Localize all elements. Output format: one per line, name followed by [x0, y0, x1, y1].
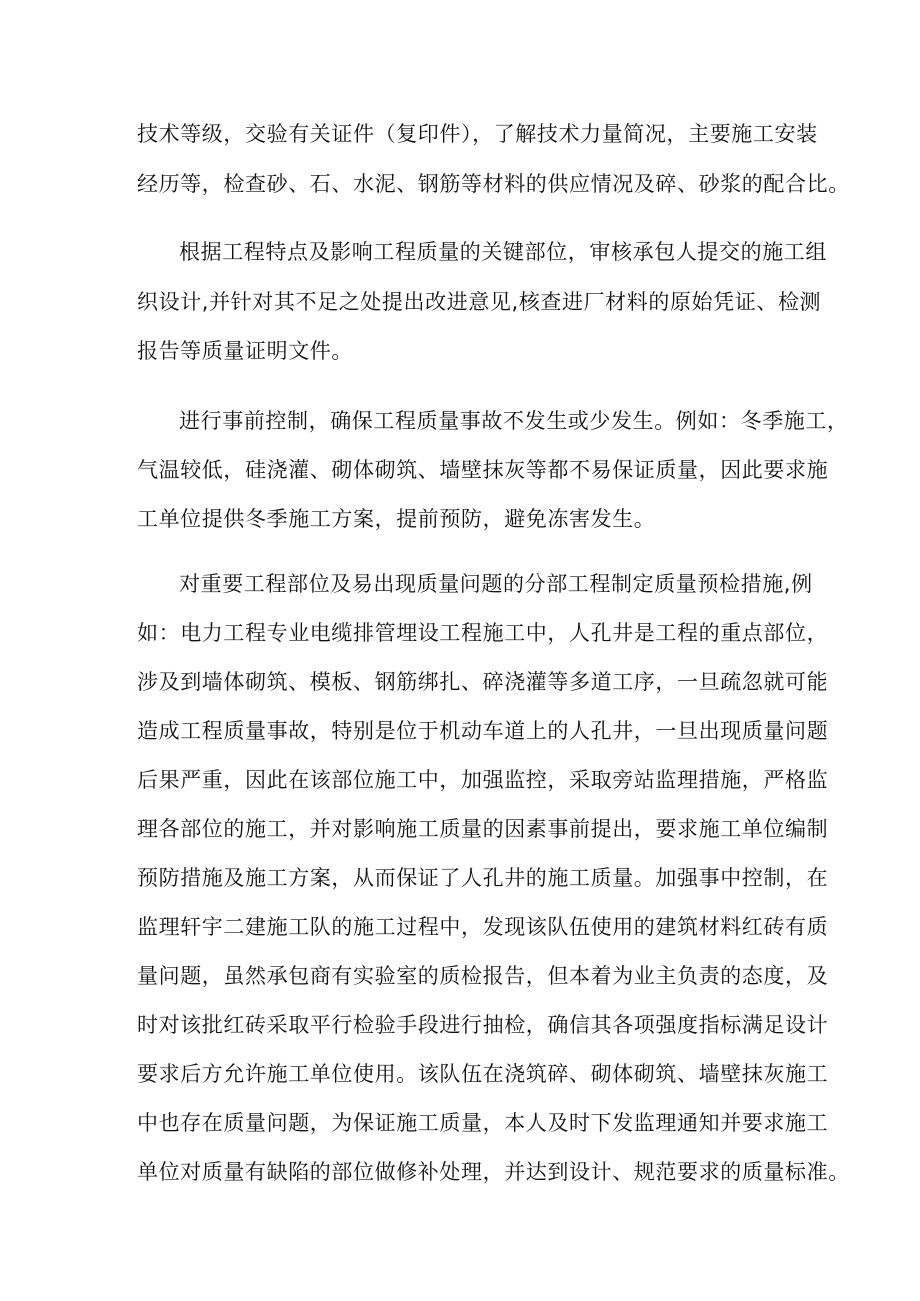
- paragraph-line: 根据工程特点及影响工程质量的关键部位，审核承包人提交的施工组: [179, 240, 827, 264]
- paragraph-line: 技术等级，交验有关证件（复印件），了解技术力量简况，主要施工安装: [137, 122, 818, 146]
- paragraph-line: 要求后方允许施工单位使用。该队伍在浇筑碎、砌体砌筑、墙壁抹灰施工: [137, 1062, 829, 1086]
- paragraph-line: 单位对质量有缺陷的部位做修补处理，并达到设计、规范要求的质量标准。: [137, 1160, 850, 1184]
- paragraph-line: 对重要工程部位及易出现质量问题的分部工程制定质量预检措施,例: [179, 572, 813, 596]
- paragraph-line: 预防措施及施工方案，从而保证了人孔井的施工质量。加强事中控制，在: [137, 866, 829, 890]
- paragraph-line: 理各部位的施工，并对影响施工质量的因素事前提出，要求施工单位编制: [137, 817, 829, 841]
- paragraph-line: 时对该批红砖采取平行检验手段进行抽检，确信其各项强度指标满足设计: [137, 1013, 829, 1037]
- paragraph-line: 进行事前控制，确保工程质量事故不发生或少发生。例如：冬季施工，: [179, 409, 849, 433]
- paragraph-line: 量问题，虽然承包商有实验室的质检报告，但本着为业主负责的态度，及: [137, 964, 829, 988]
- paragraph-line: 如：电力工程专业电缆排管埋设工程施工中，人孔井是工程的重点部位，: [137, 621, 829, 645]
- paragraph-line: 工单位提供冬季施工方案，提前预防，避免冻害发生。: [137, 507, 656, 531]
- paragraph-line: 造成工程质量事故，特别是位于机动车道上的人孔井，一旦出现质量问题: [137, 719, 829, 743]
- paragraph-line: 监理轩宇二建施工队的施工过程中，发现该队伍使用的建筑材料红砖有质: [137, 915, 829, 939]
- paragraph-line: 报告等质量证明文件。: [137, 339, 353, 363]
- paragraph-line: 织设计,并针对其不足之处提出改进意见,核查进厂材料的原始凭证、检测: [137, 290, 822, 314]
- paragraph-line: 经历等，检查砂、石、水泥、钢筋等材料的供应情况及碎、砂浆的配合比。: [137, 172, 850, 196]
- paragraph-line: 后果严重，因此在该部位施工中，加强监控，采取旁站监理措施，严格监: [137, 768, 829, 792]
- paragraph-line: 涉及到墙体砌筑、模板、钢筋绑扎、碎浇灌等多道工序，一旦疏忽就可能: [137, 670, 829, 694]
- paragraph-line: 中也存在质量问题，为保证施工质量，本人及时下发监理通知并要求施工: [137, 1111, 829, 1135]
- paragraph-line: 气温较低，硅浇灌、砌体砌筑、墙壁抹灰等都不易保证质量，因此要求施: [137, 458, 829, 482]
